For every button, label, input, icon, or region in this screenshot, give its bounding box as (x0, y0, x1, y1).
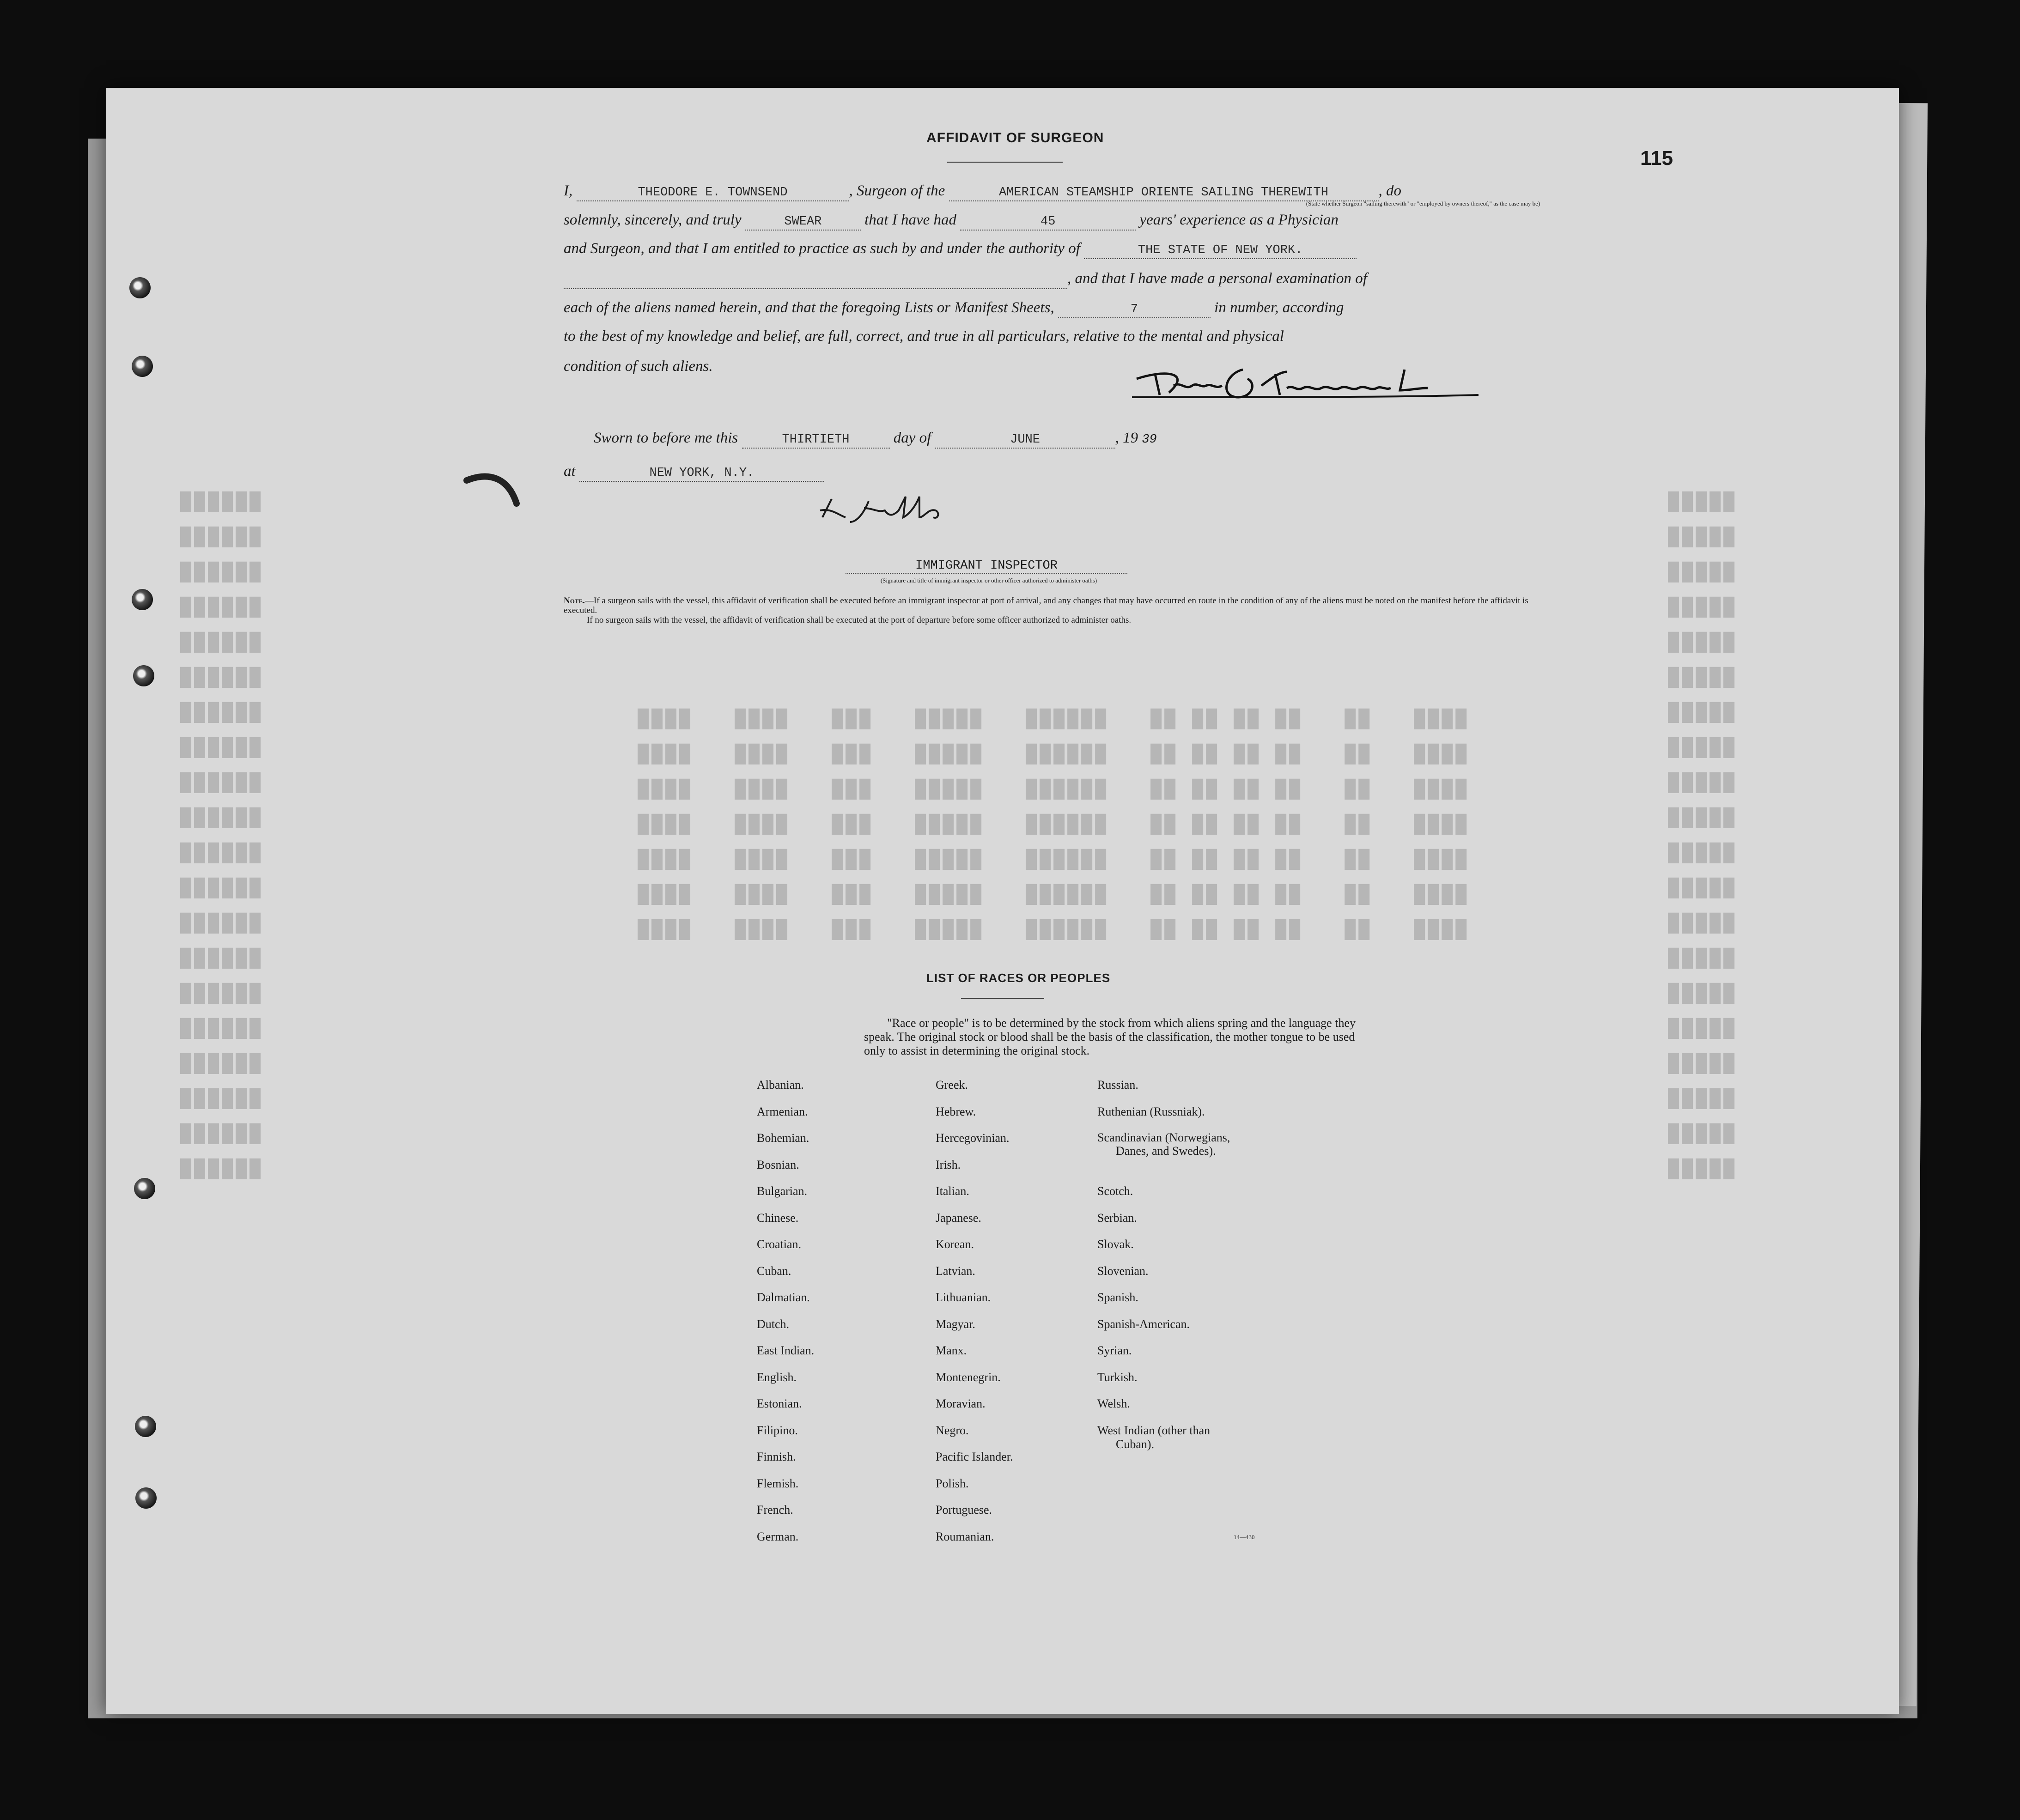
race-item: Ruthenian (Russniak). (1097, 1104, 1205, 1118)
sworn-line: Sworn to before me this THIRTIETH day of JUNE , 19 39 (594, 430, 1157, 449)
race-item: Syrian. (1097, 1344, 1132, 1357)
affidavit-line-3: and Surgeon, and that I am entitled to practice as such by and under the authority of THE STATE OF NEW YORK. (564, 240, 1357, 259)
race-item: Greek. (936, 1078, 968, 1092)
race-item: Spanish. (1097, 1291, 1138, 1304)
race-item: Japanese. (936, 1211, 981, 1225)
inspector-title: IMMIGRANT INSPECTOR (846, 559, 1127, 574)
affidavit-title: AFFIDAVIT OF SURGEON (926, 130, 1104, 146)
race-item: Hebrew. (936, 1104, 976, 1118)
race-item: Bulgarian. (757, 1184, 808, 1198)
race-item: Turkish. (1097, 1370, 1138, 1384)
race-item: French. (757, 1503, 793, 1517)
affidavit-line-6: to the best of my knowledge and belief, are full, correct, and true in all particulars, relative to the mental and physical (564, 328, 1284, 345)
punch-hole (132, 356, 153, 377)
race-item: English. (757, 1370, 797, 1384)
race-item: German. (757, 1529, 799, 1543)
punch-hole (132, 589, 153, 610)
race-item: Slovenian. (1097, 1264, 1149, 1278)
races-column-3 (1097, 1072, 1230, 1451)
race-item: Magyar. (936, 1317, 975, 1331)
title-rule (947, 162, 1063, 163)
bleed-through-column: █████ █████ █████ █████ █████ █████ █████ █████ █████ █████ █████ █████ █████ █████ █████ █████ █████ █████ █████ █████ (1668, 492, 1738, 1180)
punch-hole (134, 1178, 155, 1199)
race-item: Danes, and Swedes). (1116, 1144, 1216, 1158)
race-item: Manx. (936, 1344, 967, 1357)
race-item: Portuguese. (936, 1503, 992, 1517)
race-item: Negro. (936, 1423, 969, 1437)
races-title-rule (961, 998, 1044, 999)
pen-mark (462, 471, 527, 513)
race-item: Serbian. (1097, 1211, 1137, 1225)
race-item: Dutch. (757, 1317, 790, 1331)
sworn-day-field: THIRTIETH (742, 434, 890, 449)
vessel-note: (State whether Surgeon "sailing therewith" or "employed by owners thereof," as the case may be) (1306, 200, 1540, 207)
sheet-count-field: 7 (1058, 303, 1211, 318)
document-page (106, 88, 1899, 1714)
affidavit-line-5: each of the aliens named herein, and that the foregoing Lists or Manifest Sheets, 7 in number, according (564, 299, 1344, 318)
race-item: Cuban. (757, 1264, 791, 1278)
race-item: Flemish. (757, 1476, 799, 1490)
place-field: NEW YORK, N.Y. (579, 467, 824, 482)
sworn-year: 39 (1142, 433, 1157, 447)
surgeon-name-field: THEODORE E. TOWNSEND (577, 187, 849, 201)
race-item: Bohemian. (757, 1131, 809, 1145)
punch-hole (135, 1487, 157, 1509)
race-item: Scotch. (1097, 1184, 1133, 1198)
authority-field: THE STATE OF NEW YORK. (1084, 244, 1357, 259)
form-number: 14—430 (1234, 1534, 1255, 1541)
affidavit-line-7: condition of such aliens. (564, 358, 713, 375)
race-item: Korean. (936, 1238, 974, 1251)
race-item: Chinese. (757, 1211, 799, 1225)
races-column-1 (757, 1072, 814, 1550)
race-item: Montenegrin. (936, 1370, 1001, 1384)
affidavit-line-4: , and that I have made a personal examination of (564, 270, 1367, 289)
affidavit-line-1: I, THEODORE E. TOWNSEND , Surgeon of the AMERICAN STEAMSHIP ORIENTE SAILING THEREWITH , do (564, 182, 1401, 201)
race-item: Slovak. (1097, 1238, 1134, 1251)
sworn-month-field: JUNE (935, 434, 1115, 449)
race-item: Welsh. (1097, 1397, 1130, 1410)
authority-continuation-field (564, 274, 1067, 289)
vessel-field: AMERICAN STEAMSHIP ORIENTE SAILING THEREWITH (949, 187, 1379, 201)
punch-hole (135, 1416, 156, 1437)
races-title: LIST OF RACES OR PEOPLES (926, 971, 1111, 985)
race-item: Italian. (936, 1184, 969, 1198)
race-item: Hercegovinian. (936, 1131, 1010, 1145)
race-item: Lithuanian. (936, 1291, 991, 1304)
race-item: Russian. (1097, 1078, 1138, 1092)
bleed-through-column: ████ ████ ███ █████ ██████ ██ ██ ██ ██ ██ ████ ████ ████ ███ █████ ██████ ██ ██ ██ ██ ██ ████ ████ ████ ███ █████ ██████ ██ ██ ██ ██ ██ ████ ████ ████ ███ █████ ██████ ██ ██ ██ ██ ██ ████ ████ ████ ███ █████ ██████ ██ ██ ██ ██ ██ ████ ████ ████ ███ █████ ██████ ██ ██ ██ ██ ██ ████ ████ ████ ███ █████ ██████ ██ ██ ██ ██ ██ ████ (638, 709, 1470, 940)
race-item: Scandinavian (Norwegians, (1097, 1131, 1230, 1144)
race-item: Filipino. (757, 1423, 798, 1437)
race-item: Cuban). (1116, 1437, 1155, 1451)
race-item: Albanian. (757, 1078, 804, 1092)
race-item: Roumanian. (936, 1529, 994, 1543)
race-item: West Indian (other than (1097, 1423, 1211, 1437)
punch-hole (133, 665, 154, 686)
affidavit-note: Note.—If a surgeon sails with the vessel, this affidavit of verification shall be executed before an immigrant inspector at port of arrival, and any changes that may have occurred en route in the condition of any of the aliens must be noted on the manifest before the affidavit is executed. If no surgeon sails with the vessel, the affidavit of verification shall be executed at the port of departure before some officer authorized to administer oaths. (564, 596, 1528, 625)
race-item: Pacific Islander. (936, 1450, 1013, 1463)
races-column-2 (936, 1072, 1013, 1550)
race-item: Dalmatian. (757, 1291, 810, 1304)
race-item: Estonian. (757, 1397, 802, 1410)
page-number: 115 (1640, 147, 1673, 170)
race-item: Spanish-American. (1097, 1317, 1190, 1331)
years-field: 45 (960, 216, 1136, 231)
punch-hole (129, 277, 151, 298)
race-item: Armenian. (757, 1104, 808, 1118)
race-item: Moravian. (936, 1397, 986, 1410)
race-item: Latvian. (936, 1264, 975, 1278)
inspector-signature (813, 490, 980, 531)
race-item: East Indian. (757, 1344, 815, 1357)
race-item: Bosnian. (757, 1158, 799, 1171)
oath-field: SWEAR (745, 216, 861, 231)
bleed-through-column: ██████ ██████ ██████ ██████ ██████ ██████ ██████ ██████ ██████ ██████ ██████ ██████ ██████ ██████ ██████ ██████ ██████ ██████ ██████ ██████ (180, 492, 264, 1180)
race-item: Polish. (936, 1476, 969, 1490)
inspector-caption: (Signature and title of immigrant inspector or other officer authorized to administer oaths) (880, 577, 1097, 584)
affidavit-line-2: solemnly, sincerely, and truly SWEAR that I have had 45 years' experience as a Physician (564, 212, 1339, 231)
place-line: at NEW YORK, N.Y. (564, 463, 824, 482)
race-item: Irish. (936, 1158, 961, 1171)
race-item: Croatian. (757, 1238, 802, 1251)
races-intro: "Race or people" is to be determined by the stock from which aliens spring and the language they speak. The original stock or blood shall be the basis of the classification, the mother tongue to be used only to assist in determining the original stock. (864, 1016, 1356, 1057)
race-item: Finnish. (757, 1450, 796, 1463)
surgeon-signature (1127, 360, 1488, 406)
